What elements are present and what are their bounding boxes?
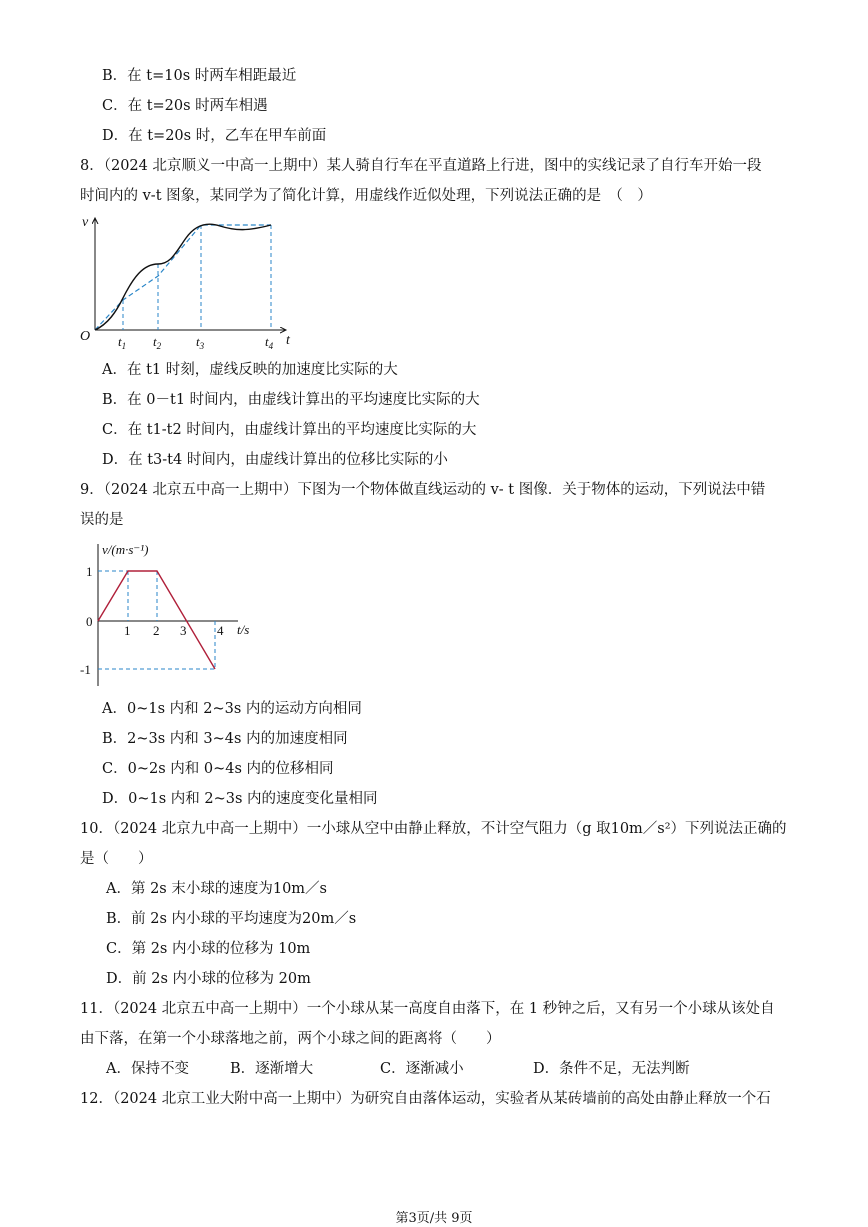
q11-option-c: C．逐渐减小 xyxy=(380,1061,464,1077)
q9-xlabel: t/s xyxy=(237,622,250,637)
q10-option-d: D．前 2s 内小球的位移为 20m xyxy=(106,971,311,987)
q8-dashed-approx xyxy=(95,225,271,330)
q9-option-c: C．0~2s 内和 0~4s 内的位移相同 xyxy=(102,761,334,777)
q11-stem-line1: 11．（2024 北京五中高一上期中）一个小球从某一高度自由落下，在 1 秒钟之后，又有另一个小球从该处自 xyxy=(80,1001,775,1017)
q9-stem-line1: 9．（2024 北京五中高一上期中）下图为一个物体做直线运动的 v- t 图像．关于物体的运动，下列说法中错 xyxy=(80,482,766,498)
q8-t1-label: $t_1$ xyxy=(118,334,127,351)
q8-stem-line1: 8．（2024 北京顺义一中高一上期中）某人骑自行车在平直道路上行进，图中的实线记录了自行车开始一段 xyxy=(80,158,762,174)
q11-option-b: B．逐渐增大 xyxy=(230,1061,314,1077)
q8-option-c: C．在 t1-t2 时间内，由虚线计算出的平均速度比实际的大 xyxy=(102,422,477,438)
q8-t2-label: $t_2$ xyxy=(153,334,162,351)
q9-y-neg1: -1 xyxy=(80,662,91,677)
q10-stem-line2: 是（ ） xyxy=(80,851,153,867)
q9-option-a: A．0~1s 内和 2~3s 内的运动方向相同 xyxy=(102,701,362,717)
q9-x-tick-3: 3 xyxy=(180,623,187,638)
q10-option-c: C．第 2s 内小球的位移为 10m xyxy=(106,941,311,957)
q9-option-b: B．2~3s 内和 3~4s 内的加速度相同 xyxy=(102,731,348,747)
q12-stem-line1: 12．（2024 北京工业大附中高一上期中）为研究自由落体运动，实验者从某砖墙前的高处由静止释放一个石 xyxy=(80,1091,771,1107)
q9-x-tick-1: 1 xyxy=(124,623,131,638)
q10-option-b: B．前 2s 内小球的平均速度为20m／s xyxy=(106,911,357,927)
q11-option-a: A．保持不变 xyxy=(106,1061,189,1077)
q8-t3-label: $t_3$ xyxy=(196,334,205,351)
q7-option-b: B．在 t=10s 时两车相距最近 xyxy=(102,68,297,84)
q11-option-d: D．条件不足，无法判断 xyxy=(533,1061,690,1077)
q8-t-label: t xyxy=(286,333,290,348)
q8-option-d: D．在 t3-t4 时间内，由虚线计算出的位移比实际的小 xyxy=(102,452,448,468)
q8-t4-label: $t_4$ xyxy=(265,334,274,351)
q10-option-a: A．第 2s 末小球的速度为10m／s xyxy=(106,881,327,897)
q8-stem-line2: 时间内的 v-t 图象，某同学为了简化计算，用虚线作近似处理，下列说法正确的是 （ ） xyxy=(80,188,652,204)
q8-actual-curve xyxy=(95,224,271,330)
q8-option-b: B．在 0－t1 时间内，由虚线计算出的平均速度比实际的大 xyxy=(102,392,480,408)
q9-option-d: D．0~1s 内和 2~3s 内的速度变化量相同 xyxy=(102,791,378,807)
q9-origin: 0 xyxy=(86,614,93,629)
q11-stem-line2: 由下落，在第一个小球落地之前，两个小球之间的距离将（ ） xyxy=(80,1031,501,1047)
q9-x-tick-2: 2 xyxy=(153,623,160,638)
q8-origin-label: O xyxy=(80,329,91,344)
q9-ylabel: v/(m·s⁻¹) xyxy=(102,542,149,557)
q8-option-a: A．在 t1 时刻，虚线反映的加速度比实际的大 xyxy=(102,362,398,378)
q9-x-tick-4: 4 xyxy=(217,623,224,638)
q9-y-pos1: 1 xyxy=(86,564,93,579)
q9-vt-figure xyxy=(80,536,280,691)
q8-v-label: v xyxy=(82,215,89,230)
q8-vt-figure xyxy=(78,212,308,352)
q7-option-c: C．在 t=20s 时两车相遇 xyxy=(102,98,268,114)
page-number: 第3页/共 9页 xyxy=(395,1211,473,1226)
q10-stem-line1: 10．（2024 北京九中高一上期中）一小球从空中由静止释放，不计空气阻力（g 取10m／s²）下列说法正确的 xyxy=(80,821,787,837)
q9-stem-line2: 误的是 xyxy=(80,512,124,528)
q7-option-d: D．在 t=20s 时，乙车在甲车前面 xyxy=(102,128,327,144)
